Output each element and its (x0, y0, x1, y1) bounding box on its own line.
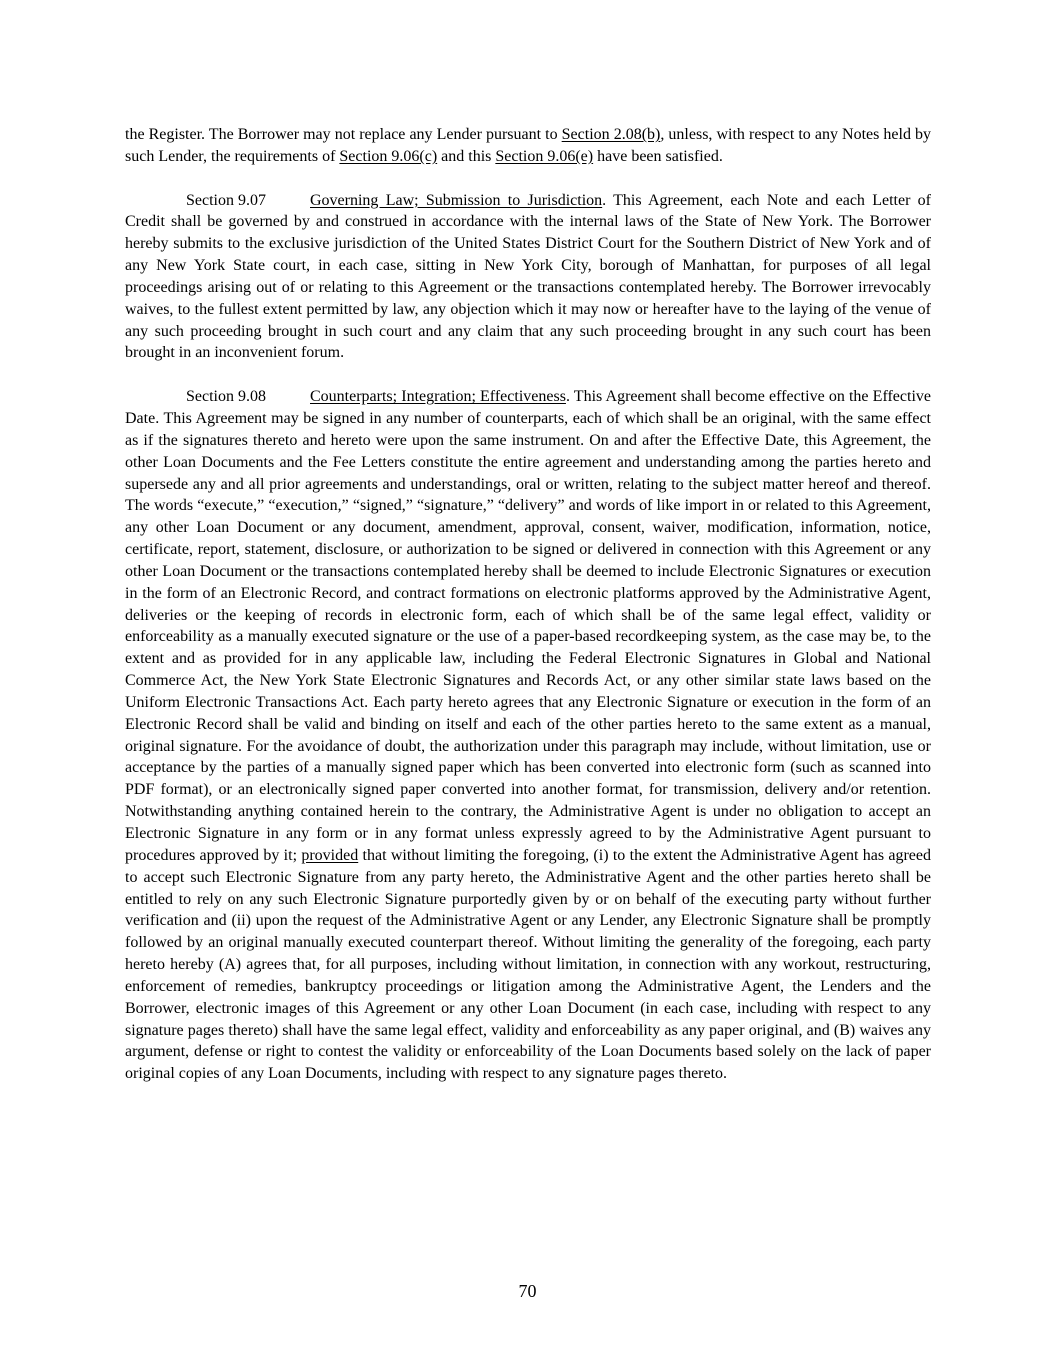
section-9-07-paragraph (125, 190, 931, 365)
continuation-text: have been satisfied. (593, 147, 723, 165)
section-9-08-paragraph (125, 386, 931, 1085)
section-ref-9-06e: Section 9.06(e) (495, 147, 594, 165)
section-heading: Counterparts; Integration; Effectiveness (310, 388, 566, 406)
section-ref-2-08b: Section 2.08(b) (561, 126, 661, 143)
body-text (125, 124, 931, 1107)
section-text: that without limiting the foregoing, (i) to the extent the Administrative Agent has agreed to accept such Electronic Signature from any party hereto, the Administrative Agent and the other parties hereto shall be entitled to rely on any such Electronic Signature purportedly given by or on behalf of the executing party without further verification and (ii) upon the request of the Administrative Agent or any Lender, any Electronic Signature shall be promptly followed by an original manually executed counterpart thereof. Without limiting the generality of the foregoing, each party hereto hereby (A) agrees that, for all purposes, including without limitation, in connection with any workout, restructuring, enforcement of remedies, bankruptcy proceedings or litigation among the Administrative Agent, the Lenders and the Borrower, electronic images of this Agreement or any other Loan Document (in each case, including with respect to any signature pages thereto) shall have the same legal effect, validity and enforceability as any paper original, and (B) waives any argument, defense or right to contest the validity or enforceability of the Loan Documents based solely on the lack of paper original copies of any Loan Documents, including with respect to any signature pages thereto. (125, 846, 931, 1083)
continuation-text: , unless, with respect to any Notes held by such Lender, the requirements of (125, 126, 932, 165)
section-ref-9-06c: Section 9.06(c) (339, 147, 438, 165)
heading-punctuation: . (602, 191, 607, 209)
section-number: Section 9.08 (186, 388, 266, 406)
section-number: Section 9.07 (186, 191, 266, 209)
section-heading: Governing Law; Submission to Jurisdiction (310, 191, 603, 209)
section-text: This Agreement, each Note and each Letter of Credit shall be governed by and construed in accordance with the internal laws of the State of New York. The Borrower hereby submits to the exclusive jurisdiction of the United States District Court for the Southern District of New York and of any New York State court, in each case, sitting in New York City, borough of Manhattan, for purposes of all legal proceedings arising out of or relating to this Agreement or the transactions contemplated hereby. The Borrower irrevocably waives, to the fullest extent permitted by law, any objection which it may now or hereafter have to the laying of the venue of any such proceeding brought in such court and any claim that any such proceeding brought in any such court has been brought in an inconvenient forum. (125, 191, 931, 362)
section-text: This Agreement shall become effective on the Effective Date. This Agreement may be signed in any number of counterparts, each of which shall be an original, with the same effect as if the signatures thereto and hereto were upon the same instrument. On and after the Effective Date, this Agreement, the other Loan Documents and the Fee Letters constitute the entire agreement and understanding among the parties hereto and supersede any and all prior agreements and understandings, oral or written, relating to the subject matter hereof and thereof. The words “execute,” “execution,” “signed,” “signature,” “delivery” and words of like import in or related to this Agreement, any other Loan Document or any document, amendment, approval, consent, waiver, modification, information, notice, certificate, report, statement, disclosure, or authorization to be signed or delivered in connection with this Agreement or any other Loan Document or the transactions contemplated hereby shall be deemed to include Electronic Signatures or execution in the form of an Electronic Record, and contract formations on electronic platforms approved by the Administrative Agent, deliveries or the keeping of records in electronic form, each of which shall be of the same legal effect, validity or enforceability as a manually executed signature or the use of a paper-based recordkeeping system, as the case may be, to the extent and as provided for in any applicable law, including the Federal Electronic Signatures in Global and National Commerce Act, the New York State Electronic Signatures and Records Act, or any other similar state laws based on the Uniform Electronic Transactions Act. Each party hereto agrees that any Electronic Signature or execution in the form of an Electronic Record shall be valid and binding on itself and each of the other parties hereto to the same extent as a manual, original signature. For the avoidance of doubt, the authorization under this paragraph may include, without limitation, use or acceptance by the parties of a manually signed paper which has been converted into electronic form (such as scanned into PDF format), or an electronically signed paper converted into another format, for transmission, delivery and/or retention. Notwithstanding anything contained herein to the contrary, the Administrative Agent is under no obligation to accept an Electronic Signature in any form or in any format unless expressly agreed to by the Administrative Agent pursuant to procedures approved by it; (125, 388, 932, 864)
continuation-text: the Register. The Borrower may not replace any Lender pursuant to (125, 126, 562, 143)
heading-punctuation: . (565, 388, 570, 406)
page-number: 70 (518, 1281, 537, 1301)
continuation-text: and this (437, 147, 496, 165)
continuation-paragraph (125, 124, 931, 168)
proviso-term: provided (301, 846, 359, 864)
